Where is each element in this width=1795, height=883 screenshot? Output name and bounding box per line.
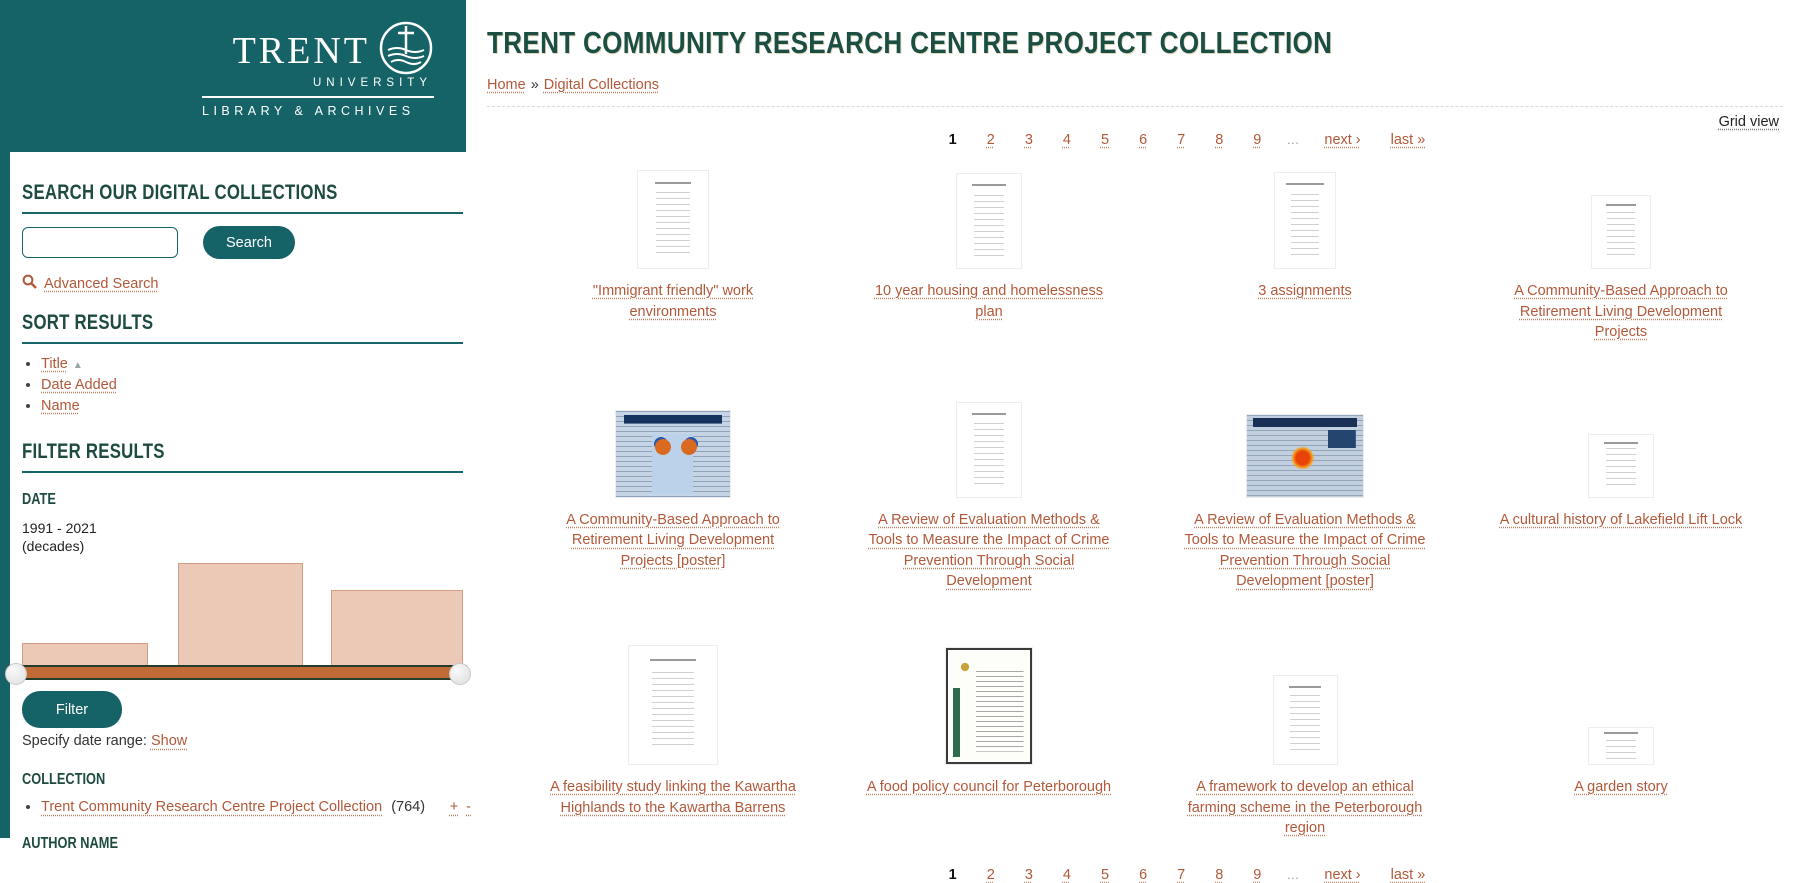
result-thumbnail[interactable] (1589, 435, 1653, 497)
page-link[interactable]: 9 (1253, 866, 1262, 883)
show-date-range-link[interactable]: Show (150, 733, 188, 750)
content-divider (487, 106, 1783, 107)
pagination-next-link[interactable]: next › (1324, 866, 1361, 883)
slider-handle-min[interactable] (5, 663, 27, 685)
result-item (831, 391, 1147, 592)
search-collections-heading: SEARCH OUR DIGITAL COLLECTIONS (22, 181, 463, 214)
result-title-link[interactable]: 10 year housing and homelessness plan (874, 283, 1104, 320)
breadcrumb (487, 77, 1783, 93)
list-item (41, 356, 463, 372)
result-thumbnail[interactable] (1589, 728, 1653, 764)
page-link[interactable]: 7 (1177, 132, 1186, 148)
trent-wordmark: TRENT (232, 29, 370, 72)
page-link[interactable]: 5 (1100, 132, 1110, 148)
result-item (1147, 634, 1463, 839)
page-link[interactable]: 5 (1100, 866, 1110, 883)
advanced-search-link[interactable]: Advanced Search (44, 275, 159, 292)
filter-button[interactable]: Filter (22, 691, 122, 728)
page-link[interactable]: 8 (1215, 132, 1224, 148)
page-link[interactable]: 4 (1062, 866, 1071, 883)
page-link[interactable]: 2 (986, 866, 995, 883)
result-title-link[interactable]: A feasibility study linking the Kawartha Highlands to the Kawartha Barrens (550, 779, 796, 816)
pagination-ellipsis: … (1286, 132, 1300, 147)
result-item (515, 634, 831, 839)
page-link[interactable]: 4 (1062, 132, 1071, 148)
result-title-link[interactable]: A Community-Based Approach to Retirement Living Development Projects (1514, 283, 1728, 341)
result-item (1463, 391, 1779, 592)
page-link[interactable]: 2 (986, 132, 995, 148)
result-item (1463, 168, 1779, 343)
page-link[interactable]: 6 (1139, 132, 1148, 148)
sidebar (0, 0, 471, 853)
author-name-facet-heading: AUTHOR NAME (22, 835, 118, 853)
result-thumbnail[interactable] (1592, 196, 1650, 268)
result-title-link[interactable]: A cultural history of Lakefield Lift Lock (1499, 511, 1743, 528)
breadcrumb-separator-icon: » (530, 77, 539, 93)
collection-facet-heading: COLLECTION (22, 771, 106, 789)
breadcrumb-home-link[interactable]: Home (487, 77, 526, 93)
result-item (515, 168, 831, 343)
page-link[interactable]: 9 (1253, 132, 1262, 148)
date-range-label: 1991 - 2021 (22, 520, 97, 536)
result-title-link[interactable]: A Review of Evaluation Methods & Tools to Measure the Impact of Crime Prevention Through Social Development (868, 511, 1110, 590)
result-thumbnail[interactable] (957, 403, 1021, 497)
collection-facet-link[interactable]: Trent Community Research Centre Project Collection (41, 799, 383, 816)
histogram-bar (178, 563, 302, 665)
result-title-link[interactable]: "Immigrant friendly" work environments (592, 283, 754, 320)
search-input[interactable] (22, 227, 178, 258)
result-item (831, 634, 1147, 839)
histogram-bar (22, 643, 148, 665)
histogram-bar (331, 590, 463, 665)
brand-header (0, 0, 466, 152)
result-item (831, 168, 1147, 343)
facet-exclude-link[interactable]: - (466, 799, 471, 816)
date-range-slider-track[interactable] (8, 665, 467, 680)
result-title-link[interactable]: A Review of Evaluation Methods & Tools to Measure the Impact of Crime Prevention Through Social Development [poster] (1184, 511, 1426, 590)
result-thumbnail[interactable] (946, 648, 1032, 764)
trent-logo[interactable] (202, 20, 434, 118)
main-content (466, 0, 1795, 883)
page-link[interactable]: 8 (1215, 866, 1224, 883)
page-title: TRENT COMMUNITY RESEARCH CENTRE PROJECT COLLECTION (487, 25, 1333, 60)
pagination-next-link[interactable]: next › (1324, 132, 1361, 148)
sort-ascending-icon[interactable]: ▲ (72, 360, 83, 371)
result-thumbnail[interactable] (1274, 676, 1337, 764)
result-title-link[interactable]: 3 assignments (1258, 283, 1352, 299)
page-link[interactable]: 7 (1177, 866, 1186, 883)
pagination-top (539, 132, 1795, 148)
grid-view-link[interactable]: Grid view (1718, 114, 1779, 130)
result-title-link[interactable]: A garden story (1574, 779, 1668, 796)
sort-by-name-link[interactable]: Name (41, 398, 80, 414)
result-thumbnail[interactable] (1247, 415, 1363, 497)
page-current: 1 (948, 866, 957, 883)
sort-by-date-added-link[interactable]: Date Added (41, 377, 117, 393)
result-title-link[interactable]: A framework to develop an ethical farming scheme in the Peterborough region (1187, 779, 1423, 837)
pagination-last-link[interactable]: last » (1390, 132, 1426, 148)
result-title-link[interactable]: A food policy council for Peterborough (866, 779, 1112, 796)
search-button[interactable]: Search (203, 226, 295, 259)
result-thumbnail[interactable] (616, 411, 730, 497)
result-item (1463, 634, 1779, 839)
sort-by-title-link[interactable]: Title (41, 356, 68, 372)
result-thumbnail[interactable] (1275, 173, 1335, 268)
date-unit-label: (decades) (22, 538, 85, 555)
trent-university-label: UNIVERSITY (312, 77, 432, 89)
facet-include-link[interactable]: + (449, 799, 459, 816)
date-histogram (22, 561, 463, 665)
pagination-ellipsis: … (1286, 866, 1300, 882)
sidebar-accent-strip (0, 152, 10, 838)
list-item (41, 377, 463, 393)
page-link[interactable]: 3 (1024, 866, 1033, 883)
sort-results-heading: SORT RESULTS (22, 311, 463, 344)
date-facet-heading: DATE (22, 491, 56, 508)
result-item (515, 391, 831, 592)
trent-crest-icon (378, 20, 434, 81)
list-item (41, 799, 471, 816)
result-item (1147, 168, 1463, 343)
collection-count: (764) (391, 799, 426, 816)
search-icon (22, 274, 37, 293)
result-title-link[interactable]: A Community-Based Approach to Retirement Living Development Projects [poster] (566, 511, 780, 569)
page-current: 1 (948, 132, 957, 148)
page-link[interactable]: 3 (1024, 132, 1033, 148)
page-link[interactable]: 6 (1139, 866, 1148, 883)
result-thumbnail[interactable] (629, 646, 717, 764)
specify-date-range-label: Specify date range: (22, 733, 147, 750)
pagination-last-link[interactable]: last » (1390, 866, 1426, 883)
pagination-bottom (539, 867, 1795, 883)
breadcrumb-digital-collections-link[interactable]: Digital Collections (543, 77, 660, 93)
list-item (41, 398, 463, 414)
filter-results-heading: FILTER RESULTS (22, 440, 463, 473)
result-thumbnail[interactable] (957, 174, 1021, 268)
brand-divider (202, 96, 434, 98)
library-archives-label: LIBRARY & ARCHIVES (202, 104, 415, 118)
result-thumbnail[interactable] (638, 171, 708, 268)
result-item (1147, 391, 1463, 592)
